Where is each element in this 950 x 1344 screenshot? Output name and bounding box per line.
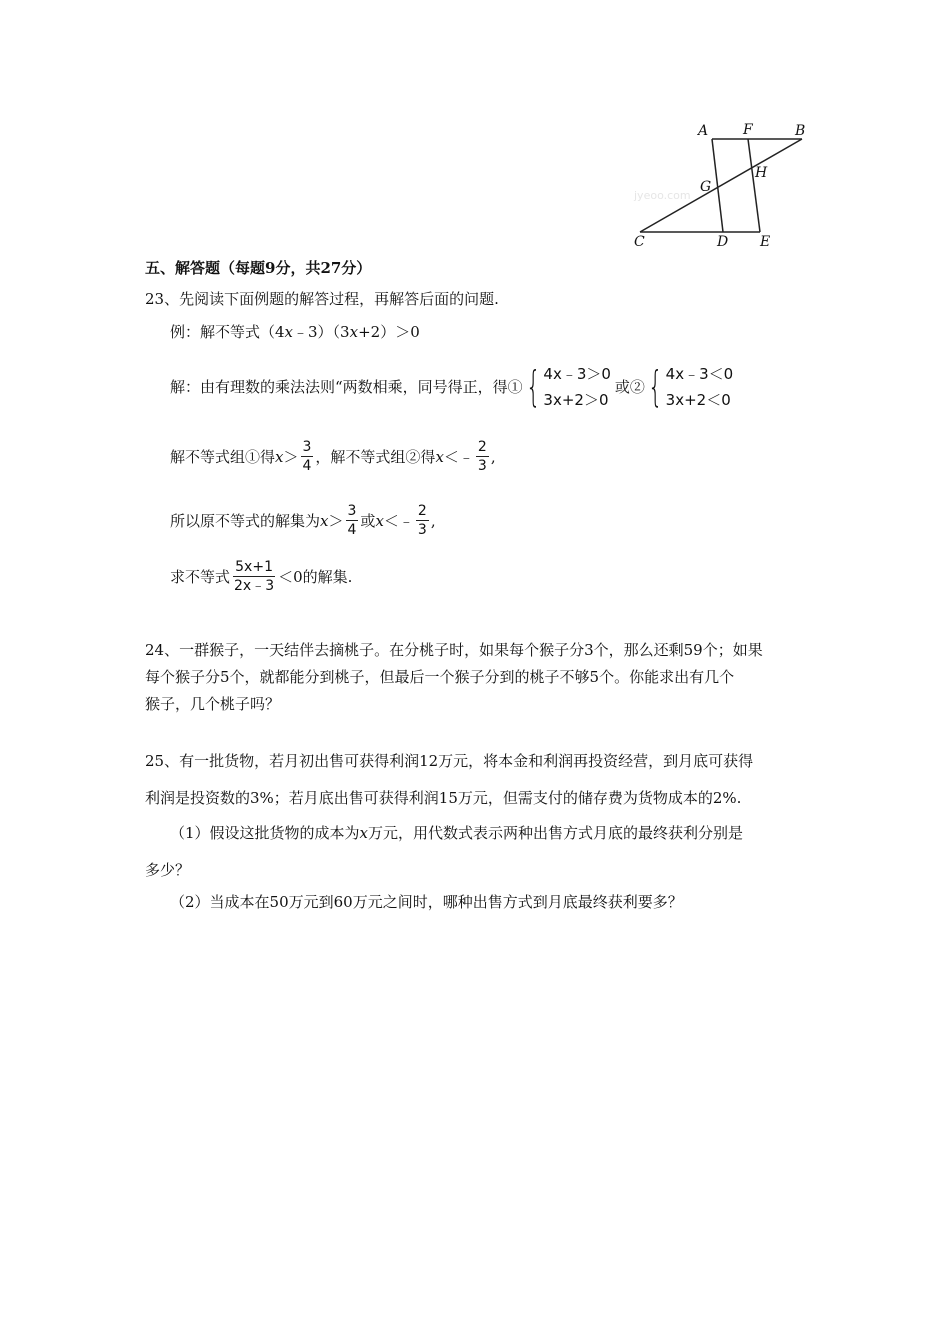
fraction-task: $\frac{5x+1}{2x﹣3}$ <box>234 559 275 594</box>
q24-line3: 猴子，几个桃子吗？ <box>145 695 281 713</box>
q23-step2: 所以原不等式的解集为 x ＞ $\frac{3}{4}$ 或 x ＜﹣ $\frac{2}{3}$ , <box>170 503 436 538</box>
watermark: jyeoo.com <box>634 189 691 202</box>
point-label-f: F <box>743 122 753 138</box>
q25-line1: 25、有一批货物，若月初出售可获得利润12万元，将本金和利润再投资经营，到月底可获得 <box>145 752 754 770</box>
q23-solution: 解：由有理数的乘法法则“两数相乘，同号得正，得① { 4x﹣3＞0 3x+2＞0 或② { 4x﹣3＜0 3x+2＜0 <box>170 362 734 411</box>
point-label-g: G <box>700 179 712 195</box>
point-label-h: H <box>755 165 768 181</box>
point-label-d: D <box>717 234 729 250</box>
q23-intro: 23、先阅读下面例题的解答过程，再解答后面的问题. <box>145 290 499 308</box>
point-label-b: B <box>795 123 806 139</box>
q25-part2: （2）当成本在50万元到60万元之间时，哪种出售方式到月底最终获利要多？ <box>170 893 683 911</box>
q25-part1: （1）假设这批货物的成本为x万元，用代数式表示两种出售方式月底的最终获利分别是 <box>170 824 744 842</box>
point-label-c: C <box>634 234 645 250</box>
q25-part1-line2: 多少？ <box>145 861 191 879</box>
q23-task: 求不等式 $\frac{5x+1}{2x﹣3}$ ＜0的解集. <box>170 559 353 594</box>
q25-line2: 利润是投资数的3%；若月底出售可获得利润15万元，但需支付的储存费为货物成本的2%. <box>145 789 742 807</box>
q24-line1: 24、一群猴子，一天结伴去摘桃子。在分桃子时，如果每个猴子分3个，那么还剩59个；如果 <box>145 641 763 659</box>
section-title: 五、解答题（每题9分，共27分） <box>145 259 372 277</box>
fraction-3-4: $\frac{3}{4}$ <box>302 439 312 474</box>
inequality-system-2: { 4x﹣3＜0 3x+2＜0 <box>647 362 734 411</box>
fraction-2-3: $\frac{2}{3}$ <box>477 439 487 474</box>
point-label-e: E <box>760 234 771 250</box>
geometry-figure <box>620 115 820 255</box>
fraction-2-3: $\frac{2}{3}$ <box>417 503 427 538</box>
q23-example: 例：解不等式（4x﹣3）（3x+2）＞0 <box>170 323 420 341</box>
segment-fe <box>748 139 760 232</box>
inequality-system-1: { 4x﹣3＞0 3x+2＞0 <box>525 362 611 411</box>
q23-step1: 解不等式组①得 x ＞ $\frac{3}{4}$ ，解不等式组②得 x ＜﹣ $\frac{2}{3}$ , <box>170 439 496 474</box>
point-label-a: A <box>698 123 709 139</box>
q24-line2: 每个猴子分5个，就都能分到桃子，但最后一个猴子分到的桃子不够5个。你能求出有几个 <box>145 668 735 686</box>
fraction-3-4: $\frac{3}{4}$ <box>347 503 357 538</box>
